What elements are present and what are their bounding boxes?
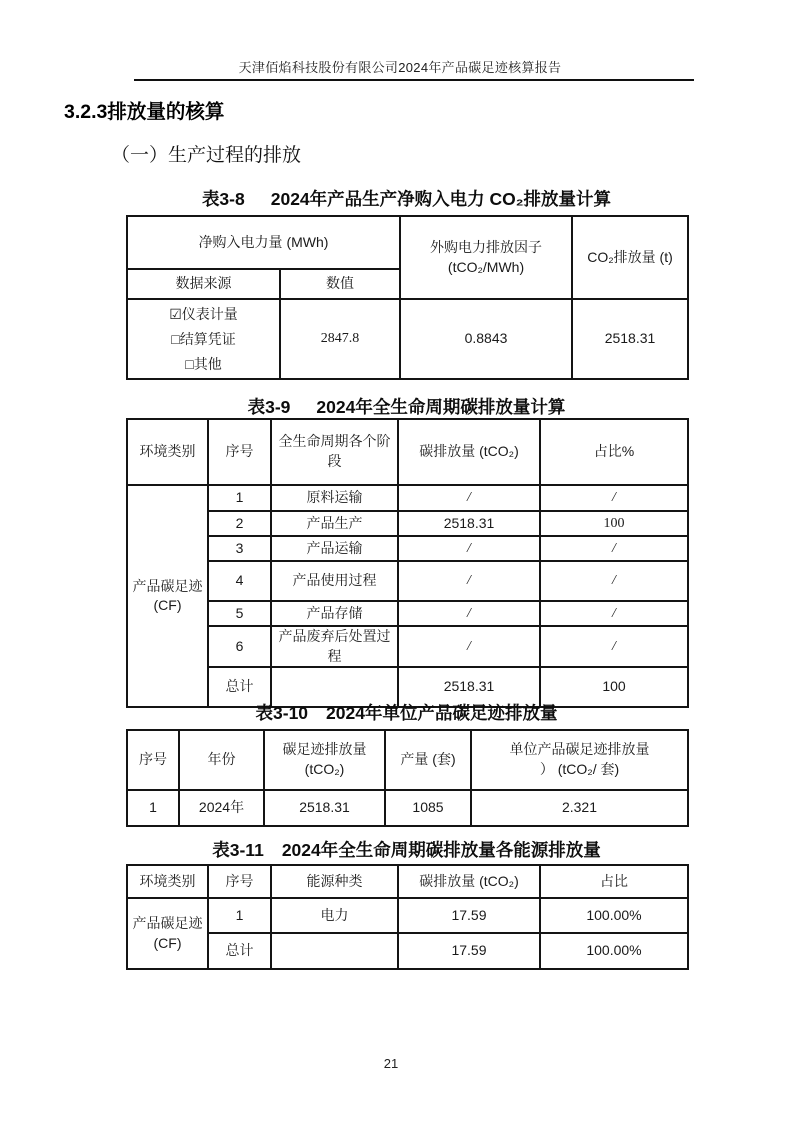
t38-header-net-power: 净购入电力量 (MWh) bbox=[127, 216, 400, 269]
t311-header-category: 环境类别 bbox=[127, 865, 208, 898]
t38-header-value: 数值 bbox=[280, 269, 400, 299]
table-row bbox=[127, 299, 688, 379]
cell-year: 2024年 bbox=[179, 790, 264, 826]
t311-category-line2: (CF) bbox=[153, 934, 182, 951]
cell-stage: 产品生产 bbox=[271, 511, 398, 536]
cell-share: / bbox=[540, 485, 688, 511]
t310-header-no: 序号 bbox=[127, 730, 179, 790]
table-row bbox=[127, 898, 688, 933]
table-row bbox=[127, 730, 688, 790]
t310-header-unit bbox=[471, 730, 688, 790]
cell-stage: 产品使用过程 bbox=[271, 561, 398, 601]
cell-no: 1 bbox=[208, 898, 271, 933]
t310-header-output: 产量 (套) bbox=[385, 730, 471, 790]
t39-category-line1: 产品碳足迹 bbox=[132, 577, 203, 594]
cell-stage: 产品废弃后处置过程 bbox=[271, 626, 398, 667]
cell-share: 100.00% bbox=[540, 933, 688, 969]
cell-cf: 2518.31 bbox=[264, 790, 385, 826]
cell-no: 2 bbox=[208, 511, 271, 536]
cell-energy: 电力 bbox=[271, 898, 398, 933]
cell-no: 1 bbox=[208, 485, 271, 511]
cell-no: 5 bbox=[208, 601, 271, 626]
table-3-8-label: 表3-8 bbox=[201, 189, 245, 209]
t38-header-source: 数据来源 bbox=[127, 269, 280, 299]
cell-share: / bbox=[540, 601, 688, 626]
table-3-9-title bbox=[126, 394, 687, 419]
cell-no: 1 bbox=[127, 790, 179, 826]
t38-header-co2: CO₂排放量 (t) bbox=[572, 216, 688, 299]
t38-cell-value: 2847.8 bbox=[280, 299, 400, 379]
cell-share: 100 bbox=[540, 511, 688, 536]
t39-header-category: 环境类别 bbox=[127, 419, 208, 485]
t39-header-share: 占比% bbox=[540, 419, 688, 485]
checkbox-option-other: □其他 bbox=[185, 355, 222, 372]
t311-header-no: 序号 bbox=[208, 865, 271, 898]
table-row bbox=[127, 601, 688, 626]
cell-emission: / bbox=[398, 601, 540, 626]
t311-header-emission: 碳排放量 (tCO₂) bbox=[398, 865, 540, 898]
table-3-8-title bbox=[126, 186, 687, 211]
cell-emission: / bbox=[398, 561, 540, 601]
t310-header-unit-line1: 单位产品碳足迹排放量 bbox=[509, 741, 650, 758]
cell-no: 总计 bbox=[208, 667, 271, 707]
checkbox-option-receipt: □结算凭证 bbox=[171, 330, 236, 347]
table-3-10-title bbox=[126, 700, 687, 725]
table-3-9 bbox=[126, 418, 689, 708]
cell-emission: / bbox=[398, 626, 540, 667]
table-3-10 bbox=[126, 729, 689, 827]
t310-header-unit-line2: ） (tCO₂/ 套) bbox=[539, 761, 620, 777]
t310-header-cf bbox=[264, 730, 385, 790]
cell-stage: 产品存储 bbox=[271, 601, 398, 626]
t39-header-no: 序号 bbox=[208, 419, 271, 485]
cell-unit: 2.321 bbox=[471, 790, 688, 826]
table-3-10-label: 表3-10 bbox=[255, 703, 309, 723]
table-row bbox=[127, 626, 688, 667]
header-divider bbox=[134, 79, 694, 81]
t310-header-year: 年份 bbox=[179, 730, 264, 790]
page-number: 21 bbox=[383, 1056, 399, 1071]
t310-header-cf-line2: (tCO₂) bbox=[304, 761, 345, 777]
t39-header-emission: 碳排放量 (tCO₂) bbox=[398, 419, 540, 485]
cell-no: 总计 bbox=[208, 933, 271, 969]
t38-cell-source-options bbox=[127, 299, 280, 379]
t38-header-factor bbox=[400, 216, 572, 299]
table-3-9-label: 表3-9 bbox=[247, 397, 291, 417]
table-row bbox=[127, 419, 688, 485]
table-3-11-caption: 2024年全生命周期碳排放量各能源排放量 bbox=[281, 840, 601, 860]
t311-category-cell bbox=[127, 898, 208, 969]
cell-share: / bbox=[540, 626, 688, 667]
cell-no: 4 bbox=[208, 561, 271, 601]
table-row bbox=[127, 536, 688, 561]
table-row bbox=[127, 561, 688, 601]
table-row bbox=[127, 790, 688, 826]
cell-share: / bbox=[540, 536, 688, 561]
cell-stage: 产品运输 bbox=[271, 536, 398, 561]
cell-no: 3 bbox=[208, 536, 271, 561]
table-row bbox=[127, 933, 688, 969]
t39-header-stage: 全生命周期各个阶段 bbox=[271, 419, 398, 485]
checkbox-option-meter: ☑仪表计量 bbox=[169, 305, 238, 322]
table-3-11-title bbox=[126, 837, 687, 862]
table-3-10-caption: 2024年单位产品碳足迹排放量 bbox=[326, 703, 558, 723]
table-3-8 bbox=[126, 215, 689, 380]
t38-cell-factor: 0.8843 bbox=[400, 299, 572, 379]
cell-emission: / bbox=[398, 485, 540, 511]
cell-share: 100.00% bbox=[540, 898, 688, 933]
cell-share: / bbox=[540, 561, 688, 601]
table-row bbox=[127, 216, 688, 269]
t311-category-line1: 产品碳足迹 bbox=[132, 914, 203, 931]
cell-stage: 原料运输 bbox=[271, 485, 398, 511]
section-heading: 3.2.3排放量的核算 bbox=[64, 101, 225, 123]
table-3-8-caption: 2024年产品生产净购入电力 CO₂排放量计算 bbox=[270, 189, 612, 209]
t310-header-cf-line1: 碳足迹排放量 bbox=[282, 741, 367, 758]
cell-emission: / bbox=[398, 536, 540, 561]
t311-header-energy: 能源种类 bbox=[271, 865, 398, 898]
table-3-11 bbox=[126, 864, 689, 970]
t38-cell-co2: 2518.31 bbox=[572, 299, 688, 379]
t38-header-factor-line2: (tCO₂/MWh) bbox=[447, 258, 525, 275]
t39-category-line2: (CF) bbox=[153, 597, 182, 614]
table-row bbox=[127, 485, 688, 511]
t38-header-factor-line1: 外购电力排放因子 bbox=[430, 238, 543, 255]
report-header-title: 天津佰焰科技股份有限公司2024年产品碳足迹核算报告 bbox=[238, 60, 562, 75]
sub-heading: （一）生产过程的排放 bbox=[111, 145, 302, 166]
table-row bbox=[127, 865, 688, 898]
cell-emission: 2518.31 bbox=[398, 667, 540, 707]
t39-category-cell bbox=[127, 485, 208, 707]
cell-output: 1085 bbox=[385, 790, 471, 826]
cell-no: 6 bbox=[208, 626, 271, 667]
table-3-11-label: 表3-11 bbox=[212, 840, 264, 860]
table-row bbox=[127, 511, 688, 536]
cell-energy bbox=[271, 933, 398, 969]
cell-emission: 2518.31 bbox=[398, 511, 540, 536]
cell-emission: 17.59 bbox=[398, 898, 540, 933]
table-3-9-caption: 2024年全生命周期碳排放量计算 bbox=[316, 397, 566, 417]
cell-share: 100 bbox=[540, 667, 688, 707]
t311-header-share: 占比 bbox=[540, 865, 688, 898]
cell-emission: 17.59 bbox=[398, 933, 540, 969]
